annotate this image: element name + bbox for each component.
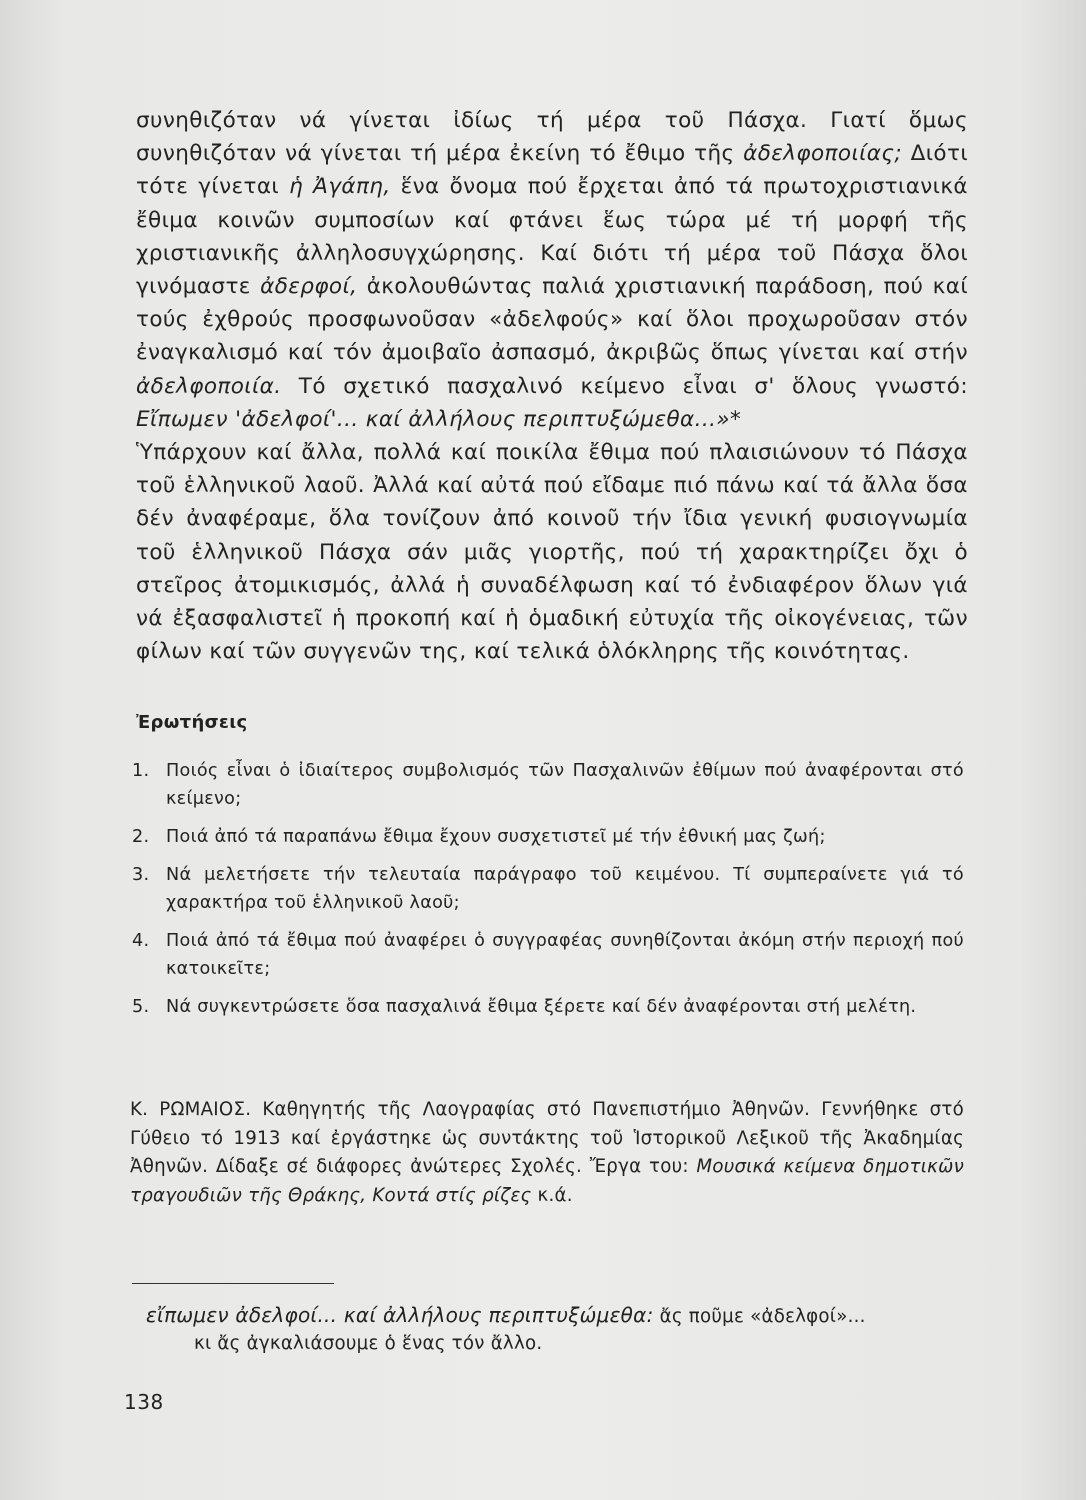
question-number: 1. (132, 761, 150, 781)
questions-list (132, 757, 964, 1031)
paragraph-2: Ὑπάρχουν καί ἄλλα, πολλά καί ποικίλα ἔθιμα πού πλαισιώνουν τό Πάσχα τοῦ ἑλληνικοῦ λαοῦ. Ἀλλά καί αὐτά πού εἴδαμε πιό πάνω καί τά ἄλλα ὅσα δέν ἀναφέραμε, ὅλα τονίζουν ἀπό κοινοῦ τήν ἴδια γενική φυσιογνωμία τοῦ ἑλληνικοῦ Πάσχα σάν μιᾶς γιορτῆς, πού τή χαρακτηρίζει ὄχι ὁ στεῖρος ἀτομικισμός, ἀλλά ἡ συναδέλφωση καί τό ἐνδιαφέρον ὅλων γιά νά ἐξασφαλιστεῖ ἡ προκοπή καί ἡ ὁμαδική εὐτυχία τῆς οἰκογένειας, τῶν φίλων καί τῶν συγγενῶν της, καί τελικά ὁλόκληρης τῆς κοινότητας. (136, 440, 968, 665)
question-item (132, 861, 964, 917)
question-item (132, 757, 964, 813)
question-text: Νά συγκεντρώσετε ὅσα πασχαλινά ἔθιμα ξέρετε καί δέν ἀναφέρονται στή μελέτη. (166, 997, 917, 1017)
emphasis: ἀδελφοποιία. (136, 373, 282, 399)
footnote-divider (132, 1283, 334, 1284)
footnote (146, 1302, 966, 1357)
author-works: Μουσικά κείμενα δημοτικῶν τραγουδιῶν τῆς Θράκης, Κοντά στίς ρίζες (130, 1156, 964, 1206)
footnote-explanation-continued: κι ἄς ἀγκαλιάσουμε ὁ ἕνας τόν ἄλλο. (194, 1333, 543, 1354)
question-number: 4. (132, 931, 150, 951)
question-number: 5. (132, 997, 150, 1017)
paragraph-1: συνηθιζόταν νά γίνεται ἰδίως τή μέρα τοῦ Πάσχα. Γιατί ὅμως συνηθιζόταν νά γίνεται τή μέρα ἐκείνη τό ἔθιμο τῆς ἀδελφοποιίας; Διότι τότε γίνεται ἡ Ἀγάπη, ἕνα ὄνομα πού ἔρχεται ἀπό τά πρωτοχριστιανικά ἔθιμα κοινῶν συμποσίων καί φτάνει ἕως τώρα μέ τή μορφή τῆς χριστιανικῆς ἀλληλοσυγχώρησης. Καί διότι τή μέρα τοῦ Πάσχα ὅλοι γινόμαστε ἀδερφοί, ἀκολουθώντας παλιά χριστιανική παράδοση, πού καί τούς ἐχθρούς προσφωνοῦσαν «ἀδελφούς» καί ὅλοι προχωροῦσαν στόν ἐναγκαλισμό καί τόν ἀμοιβαῖο ἀσπασμό, ἀκριβῶς ὅπως γίνεται καί στήν ἀδελφοποιία. Τό σχετικό πασχαλινό κείμενο εἶναι σ' ὅλους γνωστό: Εἴπωμεν 'ἀδελφοί'... καί ἀλλήλους περιπτυξώμεθα...»* (136, 108, 968, 432)
page-number: 138 (124, 1390, 164, 1414)
footnote-explanation: ἄς ποῦμε «ἀδελφοί»... (653, 1306, 866, 1327)
author-bio: Κ. ΡΩΜΑΙΟΣ. Καθηγητής τῆς Λαογραφίας στό Πανεπιστήμιο Ἀθηνῶν. Γεννήθηκε στό Γύθειο τό 1913 καί ἐργάστηκε ὡς συντάκτης τοῦ Ἱστορικοῦ Λεξικοῦ τῆς Ἀκαδημίας Ἀθηνῶν. Δίδαξε σέ διάφορες ἀνώτερες Σχολές. Ἔργα του: Μουσικά κείμενα δημοτικῶν τραγουδιῶν τῆς Θράκης, Κοντά στίς ρίζες κ.ά. (130, 1099, 964, 1206)
main-text (136, 104, 968, 668)
emphasis: Εἴπωμεν 'ἀδελφοί'... καί ἀλλήλους περιπτυξώμεθα...»* (136, 406, 742, 432)
question-number: 3. (132, 865, 150, 885)
questions-heading: Ἐρωτήσεις (136, 712, 248, 733)
question-text: Ποιά ἀπό τά ἔθιμα πού ἀναφέρει ὁ συγγραφέας συνηθίζονται ἀκόμη στήν περιοχή πού κατοικεῖτε; (166, 931, 964, 979)
emphasis: ἀδελφοποιίας; (743, 141, 903, 167)
question-item (132, 927, 964, 983)
question-item (132, 993, 964, 1021)
emphasis: ἀδερφοί, (260, 274, 358, 300)
question-item (132, 823, 964, 851)
footnote-term: εἴπωμεν ἀδελφοί... καί ἀλλήλους περιπτυξώμεθα: (146, 1303, 654, 1327)
question-number: 2. (132, 827, 150, 847)
question-text: Ποιά ἀπό τά παραπάνω ἔθιμα ἔχουν συσχετιστεῖ μέ τήν ἐθνική μας ζωή; (166, 827, 826, 847)
emphasis: ἡ Ἀγάπη, (289, 174, 391, 200)
question-text: Ποιός εἶναι ὁ ἰδιαίτερος συμβολισμός τῶν Πασχαλινῶν ἐθίμων πού ἀναφέρονται στό κείμενο; (166, 761, 964, 809)
question-text: Νά μελετήσετε τήν τελευταία παράγραφο τοῦ κειμένου. Τί συμπεραίνετε γιά τό χαρακτήρα τοῦ ἑλληνικοῦ λαοῦ; (166, 865, 964, 913)
